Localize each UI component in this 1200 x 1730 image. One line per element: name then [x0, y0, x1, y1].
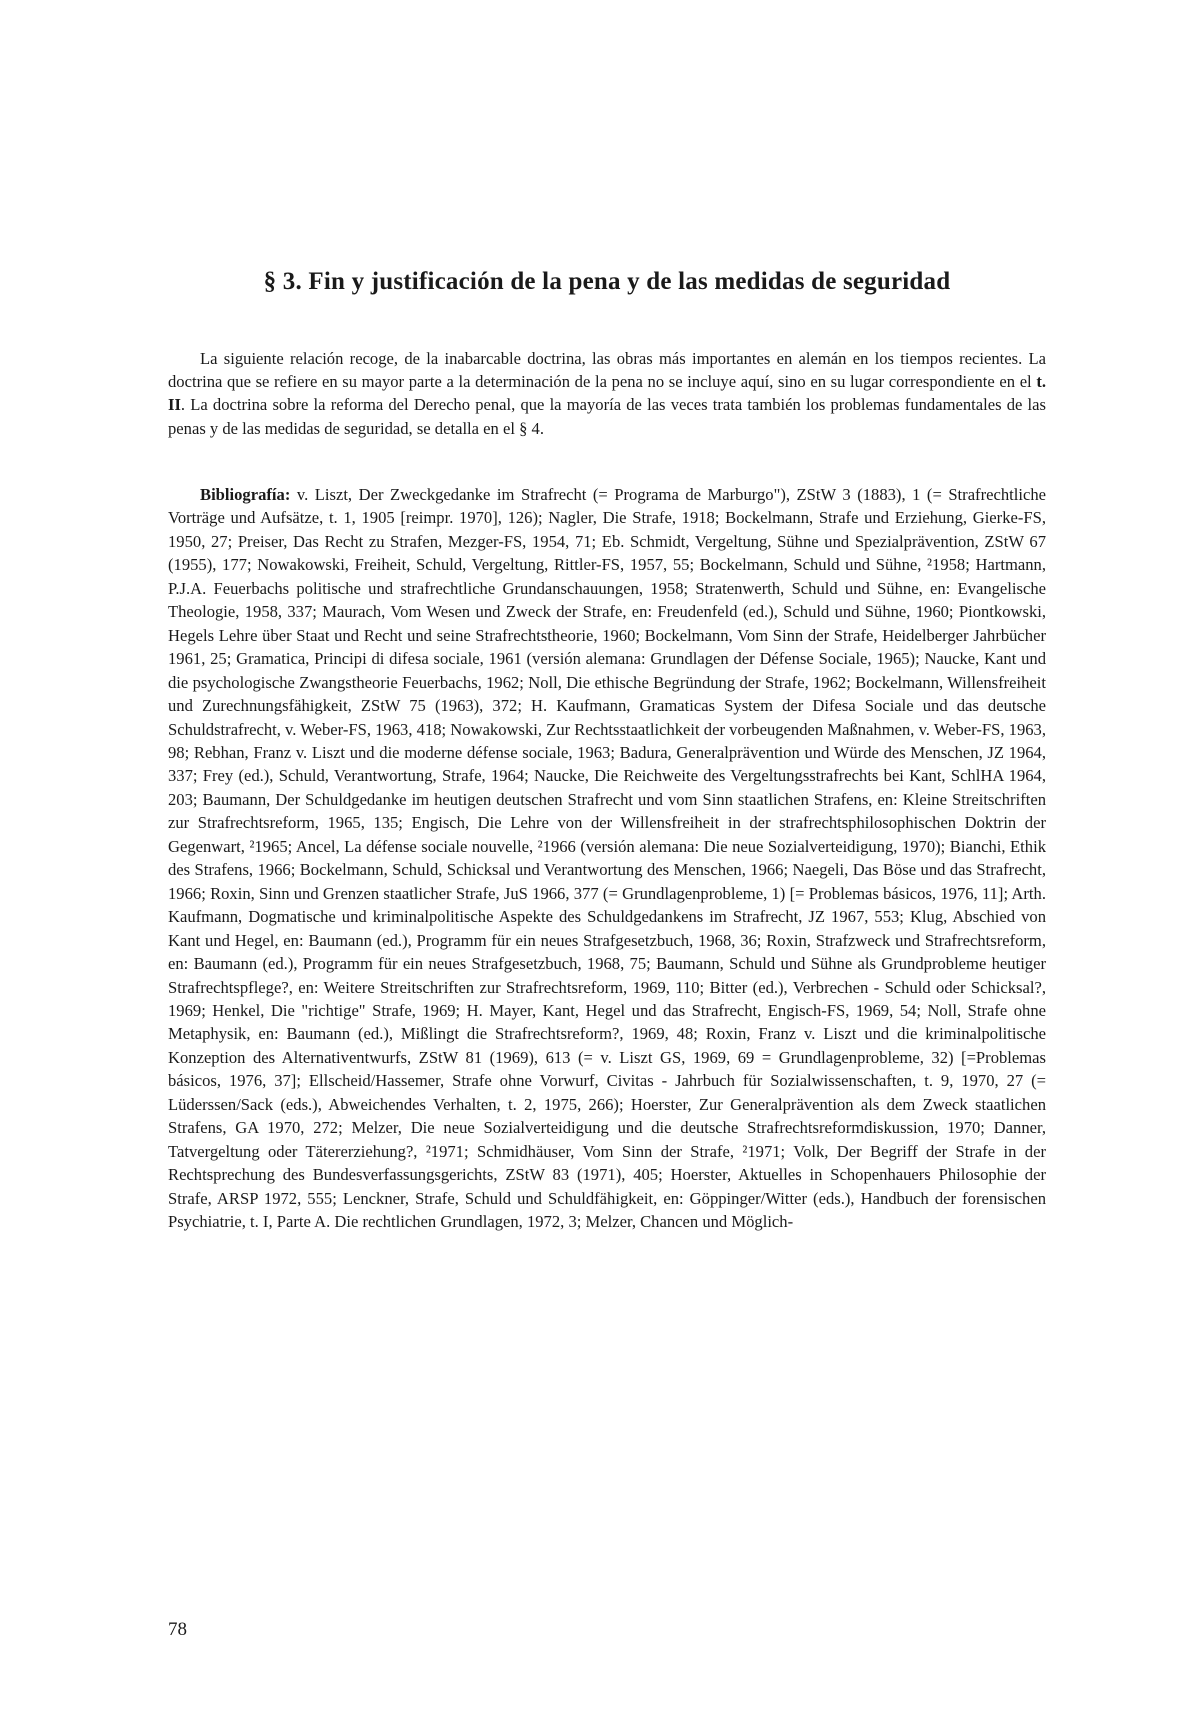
bibliography-label: Bibliografía: [200, 485, 291, 504]
intro-paragraph [168, 347, 1046, 440]
intro-volume-ref: t. II [168, 372, 1046, 415]
intro-text-after-ref: . La doctrina sobre la reforma del Derecho penal, que la mayoría de las veces trata también los problemas fundamentales de las penas y de las medidas de seguridad, se detalla en el § 4. [168, 395, 1046, 438]
section-heading: § 3. Fin y justificación de la pena y de las medidas de seguridad [263, 268, 951, 295]
bibliography-text: v. Liszt, Der Zweckgedanke im Strafrecht (= Programa de Marburgo"), ZStW 3 (1883), 1 (= Strafrechtliche Vorträge und Aufsätze, t. 1, 1905 [reimpr. 1970], 126); Nagler, Die Strafe, 1918; Bockelmann, Strafe und Erziehung, Gierke-FS, 1950, 27; Preiser, Das Recht zu Strafen, Mezger-FS, 1954, 71; Eb. Schmidt, Vergeltung, Sühne und Spezialprävention, ZStW 67 (1955), 177; Nowakowski, Freiheit, Schuld, Vergeltung, Rittler-FS, 1957, 55; Bockelmann, Schuld und Sühne, ²1958; Hartmann, P.J.A. Feuerbachs politische und strafrechtliche Grundanschauungen, 1958; Stratenwerth, Schuld und Sühne, en: Evangelische Theologie, 1958, 337; Maurach, Vom Wesen und Zweck der Strafe, en: Freudenfeld (ed.), Schuld und Sühne, 1960; Piontkowski, Hegels Lehre über Staat und Recht und seine Strafrechtstheorie, 1960; Bockelmann, Vom Sinn der Strafe, Heidelberger Jahrbücher 1961, 25; Gramatica, Principi di difesa sociale, 1961 (versión alemana: Grundlagen der Défense Sociale, 1965); Naucke, Kant und die psychologische Zwangstheorie Feuerbachs, 1962; Noll, Die ethische Begründung der Strafe, 1962; Bockelmann, Willensfreiheit und Zurechnungsfähigkeit, ZStW 75 (1963), 372; H. Kaufmann, Gramaticas System der Difesa Sociale und das deutsche Schuldstrafrecht, v. Weber-FS, 1963, 418; Nowakowski, Zur Rechtsstaatlichkeit der vorbeugenden Maßnahmen, v. Weber-FS, 1963, 98; Rebhan, Franz v. Liszt und die moderne défense sociale, 1963; Badura, Generalprävention und Würde des Menschen, JZ 1964, 337; Frey (ed.), Schuld, Verantwortung, Strafe, 1964; Naucke, Die Reichweite des Vergeltungsstrafrechts bei Kant, SchlHA 1964, 203; Baumann, Der Schuldgedanke im heutigen deutschen Strafrecht und vom Sinn staatlichen Strafens, en: Kleine Streitschriften zur Strafrechtsreform, 1965, 135; Engisch, Die Lehre von der Willensfreiheit in der strafrechtsphilosophischen Doktrin der Gegenwart, ²1965; Ancel, La défense sociale nouvelle, ²1966 (versión alemana: Die neue Sozialverteidigung, 1970); Bianchi, Ethik des Strafens, 1966; Bockelmann, Schuld, Schicksal und Verantwortung des Menschen, 1966; Naegeli, Das Böse und das Strafrecht, 1966; Roxin, Sinn und Grenzen staatlicher Strafe, JuS 1966, 377 (= Grundlagenprobleme, 1) [= Problemas básicos, 1976, 11]; Arth. Kaufmann, Dogmatische und kriminalpolitische Aspekte des Schuldgedankens im Strafrecht, JZ 1967, 553; Klug, Abschied von Kant und Hegel, en: Baumann (ed.), Programm für ein neues Strafgesetzbuch, 1968, 36; Roxin, Strafzweck und Strafrechtsreform, en: Baumann (ed.), Programm für ein neues Strafgesetzbuch, 1968, 75; Baumann, Schuld und Sühne als Grundprobleme heutiger Strafrechtspflege?, en: Weitere Streitschriften zur Strafrechtsreform, 1969, 110; Bitter (ed.), Verbrechen - Schuld oder Schicksal?, 1969; Henkel, Die "richtige" Strafe, 1969; H. Mayer, Kant, Hegel und das Strafrecht, Engisch-FS, 1969, 54; Noll, Strafe ohne Metaphysik, en: Baumann (ed.), Mißlingt die Strafrechtsreform?, 1969, 48; Roxin, Franz v. Liszt und die kriminalpolitische Konzeption des Alternativentwurfs, ZStW 81 (1969), 613 (= v. Liszt GS, 1969, 69 = Grundlagenprobleme, 32) [=Problemas básicos, 1976, 37]; Ellscheid/Hassemer, Strafe ohne Vorwurf, Civitas - Jahrbuch für Sozialwissenschaften, t. 9, 1970, 27 (= Lüderssen/Sack (eds.), Abweichendes Verhalten, t. 2, 1975, 266); Hoerster, Zur Generalprävention als dem Zweck staatlichen Strafens, GA 1970, 272; Melzer, Die neue Sozialverteidigung und die deutsche Strafrechtsreformdiskussion, 1970; Danner, Tatvergeltung oder Tätererziehung?, ²1971; Schmidhäuser, Vom Sinn der Strafe, ²1971; Volk, Der Begriff der Strafe in der Rechtsprechung des Bundesverfassungsgerichts, ZStW 83 (1971), 405; Hoerster, Aktuelles in Schopenhauers Philosophie der Strafe, ARSP 1972, 555; Lenckner, Strafe, Schuld und Schuldfähigkeit, en: Göppinger/Witter (eds.), Handbuch der forensischen Psychiatrie, t. I, Parte A. Die rechtlichen Grundlagen, 1972, 3; Melzer, Chancen und Möglich- [168, 485, 1046, 1232]
intro-text-before-ref: La siguiente relación recoge, de la inabarcable doctrina, las obras más importantes en alemán en los tiempos recientes. La doctrina que se refiere en su mayor parte a la determinación de la pena no se incluye aquí, sino en su lugar correspondiente en el [168, 349, 1046, 392]
bibliography-paragraph [168, 483, 1046, 1234]
page-number: 78 [168, 1619, 187, 1640]
